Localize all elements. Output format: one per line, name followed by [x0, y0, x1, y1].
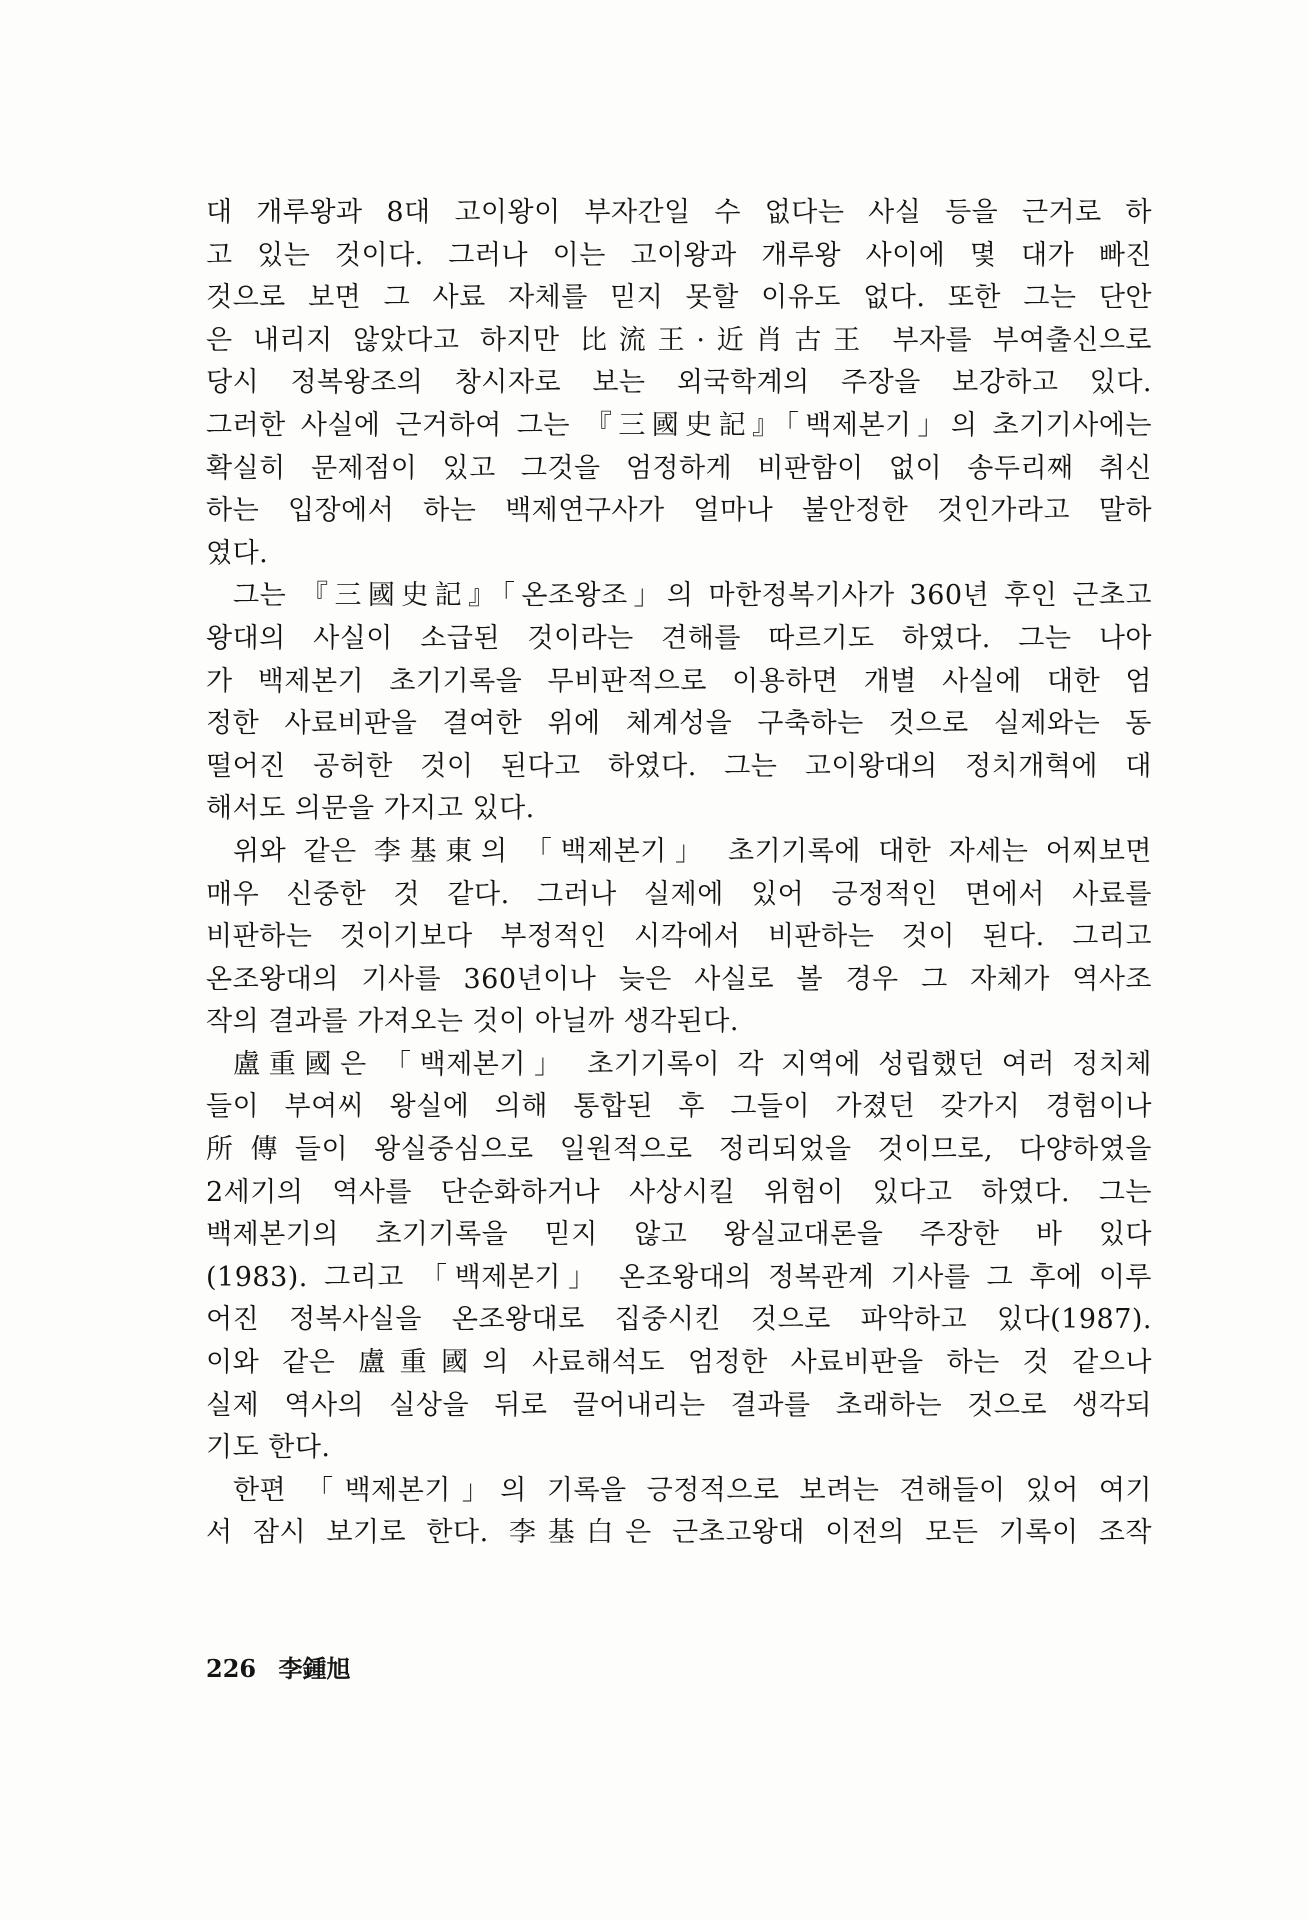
text-line: 서 잠시 보기로 한다. 李基白은 근초고왕대 이전의 모든 기록이 조작	[206, 1517, 1152, 1549]
text-line: 그러한 사실에 근거하여 그는 『三國史記』「백제본기」의 초기기사에는	[206, 409, 1152, 441]
paragraph-start-line: 그는 『三國史記』「온조왕조」의 마한정복기사가 360년 후인 근초고	[233, 580, 1152, 612]
paragraph-start-line: 盧重國은 「백제본기」 초기기록이 각 지역에 성립했던 여러 정치체	[233, 1048, 1152, 1080]
paragraph-start-line: 위와 같은 李基東의 「백제본기」 초기기록에 대한 자세는 어찌보면	[233, 835, 1152, 867]
text-line: 하는 입장에서 하는 백제연구사가 얼마나 불안정한 것인가라고 말하	[206, 495, 1152, 527]
paragraph-start-line: 한편 「백제본기」의 기록을 긍정적으로 보려는 견해들이 있어 여기	[233, 1474, 1152, 1506]
text-line: 작의 결과를 가져오는 것이 아닐까 생각된다.	[206, 1006, 739, 1038]
text-line: 가 백제본기 초기기록을 무비판적으로 이용하면 개별 사실에 대한 엄	[206, 665, 1152, 697]
text-line: 왕대의 사실이 소급된 것이라는 견해를 따르기도 하였다. 그는 나아	[206, 622, 1152, 654]
text-line: 백제본기의 초기기록을 믿지 않고 왕실교대론을 주장한 바 있다	[206, 1219, 1152, 1251]
text-line: 은 내리지 않았다고 하지만 比流王·近肖古王 부자를 부여출신으로	[206, 324, 1152, 356]
text-line: 고 있는 것이다. 그러나 이는 고이왕과 개루왕 사이에 몇 대가 빠진	[206, 239, 1152, 271]
text-line: 대 개루왕과 8대 고이왕이 부자간일 수 없다는 사실 등을 근거로 하	[206, 197, 1152, 228]
text-line: 확실히 문제점이 있고 그것을 엄정하게 비판함이 없이 송두리째 취신	[206, 452, 1152, 484]
text-line: 어진 정복사실을 온조왕대로 집중시킨 것으로 파악하고 있다(1987).	[206, 1304, 1152, 1336]
author-name: 李鍾旭	[278, 1654, 351, 1683]
text-line: (1983). 그리고 「백제본기」 온조왕대의 정복관계 기사를 그 후에 이루	[206, 1261, 1152, 1293]
text-line: 기도 한다.	[206, 1432, 331, 1464]
text-line: 所傳들이 왕실중심으로 일원적으로 정리되었을 것이므로, 다양하였을	[206, 1134, 1152, 1166]
text-line: 2세기의 역사를 단순화하거나 사상시킬 위험이 있다고 하였다. 그는	[206, 1176, 1152, 1208]
text-line: 온조왕대의 기사를 360년이나 늦은 사실로 볼 경우 그 자체가 역사조	[206, 963, 1152, 995]
text-line: 비판하는 것이기보다 부정적인 시각에서 비판하는 것이 된다. 그리고	[206, 921, 1152, 953]
text-line: 였다.	[206, 537, 269, 569]
text-line: 정한 사료비판을 결여한 위에 체계성을 구축하는 것으로 실제와는 동	[206, 708, 1152, 740]
text-line: 매우 신중한 것 같다. 그러나 실제에 있어 긍정적인 면에서 사료를	[206, 878, 1152, 910]
text-line: 실제 역사의 실상을 뒤로 끌어내리는 결과를 초래하는 것으로 생각되	[206, 1389, 1152, 1421]
page-footer	[206, 1649, 350, 1684]
text-line: 당시 정복왕조의 창시자로 보는 외국학계의 주장을 보강하고 있다.	[206, 367, 1152, 399]
text-line: 이와 같은 盧重國의 사료해석도 엄정한 사료비판을 하는 것 같으나	[206, 1347, 1152, 1379]
text-line: 떨어진 공허한 것이 된다고 하였다. 그는 고이왕대의 정치개혁에 대	[206, 750, 1152, 782]
text-line: 것으로 보면 그 사료 자체를 믿지 못할 이유도 없다. 또한 그는 단안	[206, 282, 1152, 314]
text-line: 들이 부여씨 왕실에 의해 통합된 후 그들이 가졌던 갖가지 경험이나	[206, 1091, 1152, 1123]
body-text	[206, 192, 1152, 1555]
text-line: 해서도 의문을 가지고 있다.	[206, 793, 535, 825]
page-number: 226	[206, 1654, 257, 1683]
